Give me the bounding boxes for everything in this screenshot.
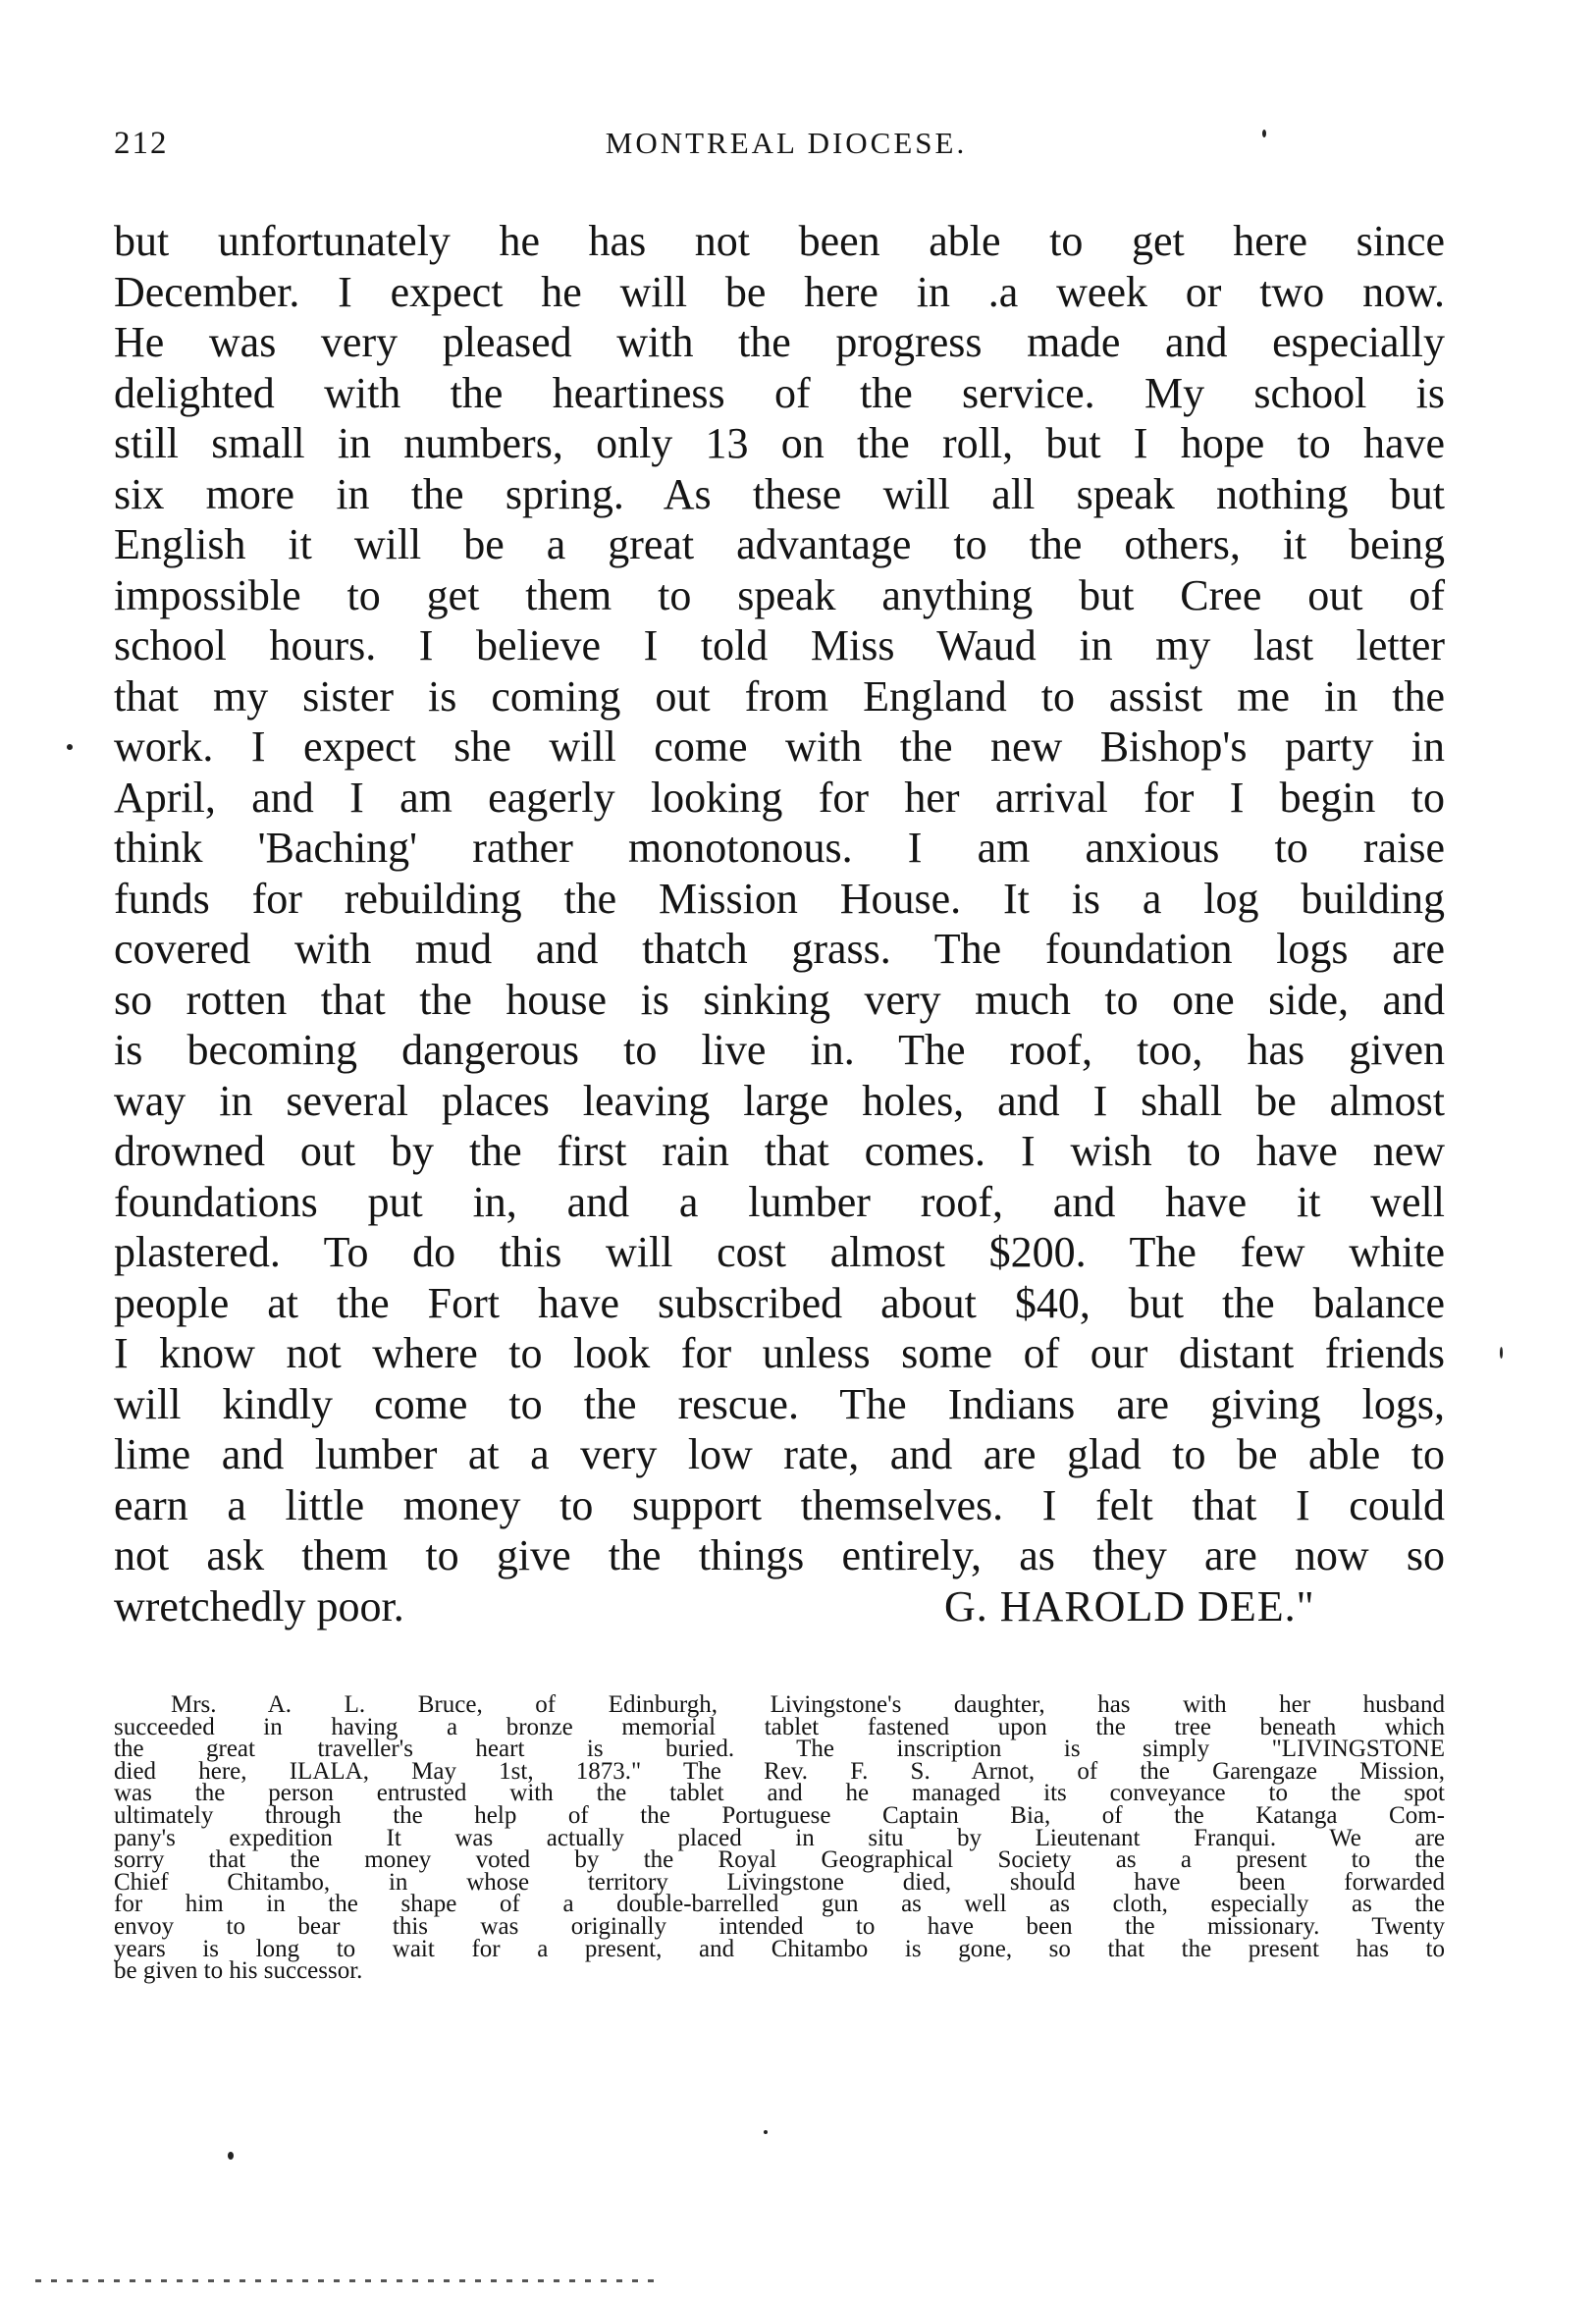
running-head: MONTREAL DIOCESE.	[605, 126, 968, 160]
letter-line: covered with mud and thatch grass. The foundation logs are	[114, 925, 1445, 973]
footnote-line: sorry that the money voted by the Royal Geographical Society as a present to the	[114, 1846, 1445, 1874]
page-number: 212	[114, 126, 169, 161]
footnote	[114, 1691, 1445, 1985]
scan-speck	[67, 744, 73, 750]
letter-line: still small in numbers, only 13 on the roll, but I hope to have	[114, 419, 1445, 467]
letter-line: people at the Fort have subscribed about $40, but the balance	[114, 1278, 1445, 1327]
letter-line: but unfortunately he has not been able to get here since	[114, 217, 1445, 265]
footnote-line: years is long to wait for a present, and Chitambo is gone, so that the present has to	[114, 1935, 1445, 1962]
letter-line: I know not where to look for unless some of our distant friends	[114, 1329, 1445, 1377]
letter-line: English it will be a great advantage to the others, it being	[114, 520, 1445, 568]
footnote-line: pany's expedition It was actually placed in situ by Lieutenant Franqui. We are	[114, 1824, 1445, 1851]
letter-line: lime and lumber at a very low rate, and are glad to be able to	[114, 1430, 1445, 1478]
footnote-line: died here, ILALA, May 1st, 1873." The Rev. F. S. Arnot, of the Garengaze Mission,	[114, 1757, 1445, 1785]
scan-speck	[228, 2152, 234, 2160]
footnote-line: ultimately through the help of the Portuguese Captain Bia, of the Katanga Com-	[114, 1801, 1445, 1829]
letter-line: school hours. I believe I told Miss Waud in my last letter	[114, 621, 1445, 669]
footnote-line: the great traveller's heart is buried. The inscription is simply "LIVINGSTONE	[114, 1736, 1445, 1763]
letter-line: six more in the spring. As these will all speak nothing but	[114, 469, 1445, 518]
letter-line: funds for rebuilding the Mission House. It is a log building	[114, 874, 1445, 923]
letter-line: that my sister is coming out from England to assist me in the	[114, 671, 1445, 721]
footnote-line: be given to his successor.	[114, 1957, 363, 1985]
letter-line: way in several places leaving large holes, and I shall be almost	[114, 1076, 1445, 1125]
footnote-line: envoy to bear this was originally intended to have been the missionary. Twenty	[114, 1912, 1445, 1940]
footnote-line: Chief Chitambo, in whose territory Livingstone died, should have been forwarded	[114, 1868, 1445, 1896]
letter-line: He was very pleased with the progress made and especially	[114, 318, 1445, 366]
letter-line: will kindly come to the rescue. The Indians are giving logs,	[114, 1379, 1445, 1428]
footnote-line: for him in the shape of a double-barrelled gun as well as cloth, especially as the	[114, 1891, 1445, 1918]
letter-line: think 'Baching' rather monotonous. I am anxious to raise	[114, 824, 1445, 872]
footnote-line: was the person entrusted with the tablet and he managed its conveyance to the spot	[114, 1780, 1445, 1807]
page-header	[114, 126, 1459, 175]
scan-artifact-line	[35, 2279, 664, 2282]
scan-speck	[1500, 1347, 1503, 1359]
letter-line: plastered. To do this will cost almost $200. The few white	[114, 1228, 1445, 1276]
letter-line: earn a little money to support themselves. I felt that I could	[114, 1480, 1445, 1529]
footnote-line: Mrs. A. L. Bruce, of Edinburgh, Livingstone's daughter, has with her husband	[171, 1691, 1445, 1718]
footnote-line: succeeded in having a bronze memorial tablet fastened upon the tree beneath which	[114, 1713, 1445, 1740]
letter-line: wretchedly poor.	[114, 1581, 404, 1631]
letter-line: April, and I am eagerly looking for her arrival for I begin to	[114, 773, 1445, 822]
signature: G. HAROLD DEE."	[944, 1581, 1315, 1631]
letter-line: is becoming dangerous to live in. The roof, too, has given	[114, 1026, 1445, 1074]
letter-line: foundations put in, and a lumber roof, and have it well	[114, 1177, 1445, 1226]
letter-line: December. I expect he will be here in .a week or two now.	[114, 267, 1445, 316]
letter-line: impossible to get them to speak anything but Cree out of	[114, 570, 1445, 619]
letter-line: so rotten that the house is sinking very much to one side, and	[114, 975, 1445, 1024]
letter-line: delighted with the heartiness of the service. My school is	[114, 368, 1445, 417]
letter-last-line	[114, 1581, 1445, 1632]
scan-speck	[1262, 130, 1266, 137]
letter-line: drowned out by the first rain that comes. I wish to have new	[114, 1127, 1445, 1175]
letter-line: work. I expect she will come with the new Bishop's party in	[114, 722, 1445, 771]
letter-body	[114, 216, 1445, 1631]
letter-line: not ask them to give the things entirely, as they are now so	[114, 1531, 1445, 1579]
scan-speck	[764, 2130, 768, 2134]
